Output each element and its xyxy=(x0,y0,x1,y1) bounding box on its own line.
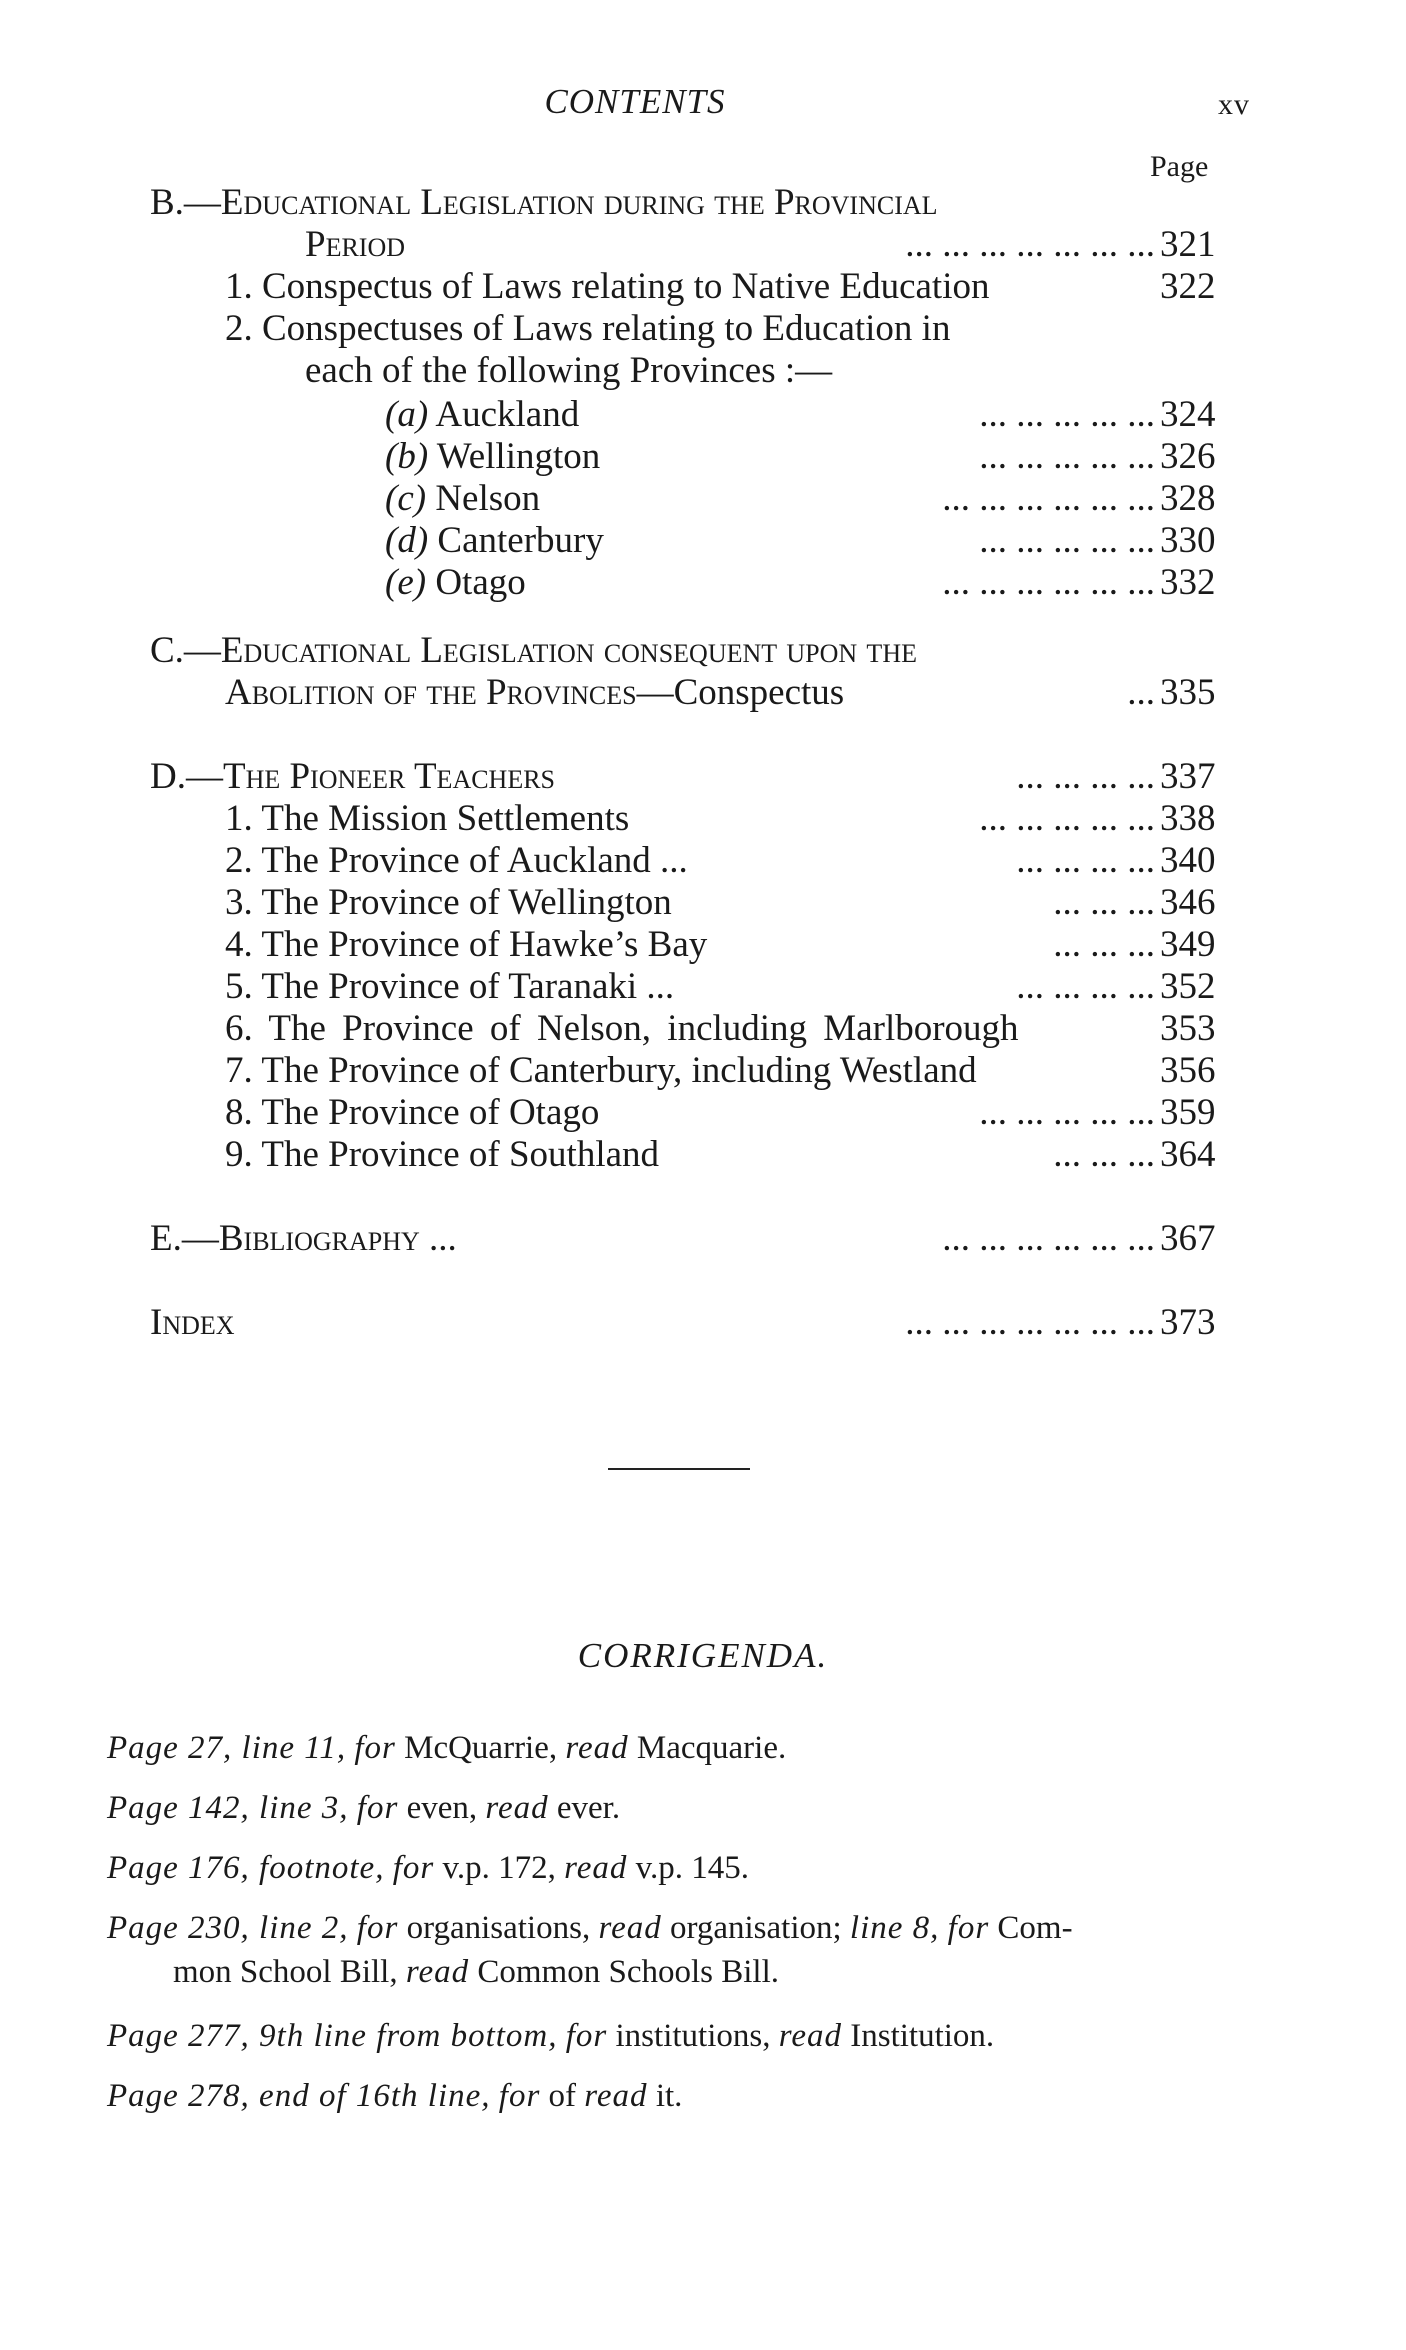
province-c: (c) Nelson ... ... ... ... ... ... xyxy=(385,478,1155,519)
dot-leader: ... ... ... ... ... xyxy=(979,436,1155,477)
page-ref: 349 xyxy=(1160,924,1216,965)
section-d-item-6: 6. The Province of Nelson, including Marlborough xyxy=(225,1008,1019,1049)
page-ref: 364 xyxy=(1160,1134,1216,1175)
dot-leader: ... ... ... xyxy=(1053,1134,1155,1175)
province-e: (e) Otago ... ... ... ... ... ... xyxy=(385,562,1155,603)
item-text: Conspectus of Laws relating to Native Education xyxy=(262,266,990,307)
page-ref: 353 xyxy=(1160,1008,1216,1049)
dot-leader: ... xyxy=(1127,672,1155,713)
page-title: CONTENTS xyxy=(544,82,726,121)
corrigenda-entry: Page 277, 9th line from bottom, for institutions, read Institution. xyxy=(107,2018,995,2054)
dot-leader: ... ... ... ... ... xyxy=(979,520,1155,561)
page-ref: 321 xyxy=(1160,224,1216,265)
corrigenda-entry: Page 230, line 2, for organisations, read organisation; line 8, for Com- mon School Bill, read Common Schools Bill. xyxy=(107,1910,1073,1990)
page-ref: 340 xyxy=(1160,840,1216,881)
province-b: (b) Wellington ... ... ... ... ... xyxy=(385,436,1155,477)
section-d-item-7: 7. The Province of Canterbury, including Westland xyxy=(225,1050,977,1091)
dot-leader: ... ... ... ... xyxy=(1016,756,1155,797)
dot-leader: ... ... ... ... ... xyxy=(979,798,1155,839)
section-b-heading-line2: Period ... ... ... ... ... ... ... xyxy=(305,224,1155,265)
dot-leader: ... ... ... xyxy=(1053,882,1155,923)
province-d: (d) Canterbury ... ... ... ... ... xyxy=(385,520,1155,561)
page-ref: 337 xyxy=(1160,756,1216,797)
page-ref: 367 xyxy=(1160,1218,1216,1259)
dot-leader: ... ... ... ... ... ... xyxy=(942,478,1155,519)
page-column-label: Page xyxy=(1150,150,1209,183)
section-d-item-8: 8. The Province of Otago ... ... ... ... ... xyxy=(225,1092,1155,1133)
page-ref: 359 xyxy=(1160,1092,1216,1133)
section-d-item-9: 9. The Province of Southland ... ... ... xyxy=(225,1134,1155,1175)
dot-leader: ... ... ... ... ... ... ... xyxy=(905,1302,1155,1343)
index-heading: Index ... ... ... ... ... ... ... xyxy=(150,1302,1155,1343)
corrigenda-entry: Page 142, line 3, for even, read ever. xyxy=(107,1790,621,1826)
section-b-heading-line1: B.—Educational Legislation during the Provincial xyxy=(150,182,938,223)
province-a: (a) Auckland ... ... ... ... ... xyxy=(385,394,1155,435)
page-ref: 335 xyxy=(1160,672,1216,713)
item-number: 2. xyxy=(225,308,253,349)
page-ref: 326 xyxy=(1160,436,1216,477)
dot-leader: ... ... ... xyxy=(1053,924,1155,965)
page-ref: 324 xyxy=(1160,394,1216,435)
page-ref: 330 xyxy=(1160,520,1216,561)
corrigenda-entry: Page 27, line 11, for McQuarrie, read Macquarie. xyxy=(107,1730,787,1766)
dot-leader: ... ... ... ... ... xyxy=(979,394,1155,435)
dot-leader: ... ... ... ... xyxy=(1016,966,1155,1007)
page-ref: 373 xyxy=(1160,1302,1216,1343)
dot-leader: ... ... ... ... ... ... xyxy=(942,562,1155,603)
item-number: 1. xyxy=(225,266,253,307)
running-head xyxy=(150,82,1250,132)
page-ref: 332 xyxy=(1160,562,1216,603)
page-ref: 338 xyxy=(1160,798,1216,839)
section-b-item-1 xyxy=(225,266,989,308)
dot-leader: ... ... ... ... ... xyxy=(979,1092,1155,1133)
item-text: Conspectuses of Laws relating to Education in xyxy=(262,308,951,349)
section-d-item-5: 5. The Province of Taranaki ... ... ... ... ... xyxy=(225,966,1155,1007)
section-divider xyxy=(608,1468,750,1470)
page-ref: 322 xyxy=(1160,266,1216,307)
section-b-item-2 xyxy=(225,308,950,350)
section-d-item-3: 3. The Province of Wellington ... ... ... xyxy=(225,882,1155,923)
section-d-heading: D.—The Pioneer Teachers ... ... ... ... xyxy=(150,756,1155,797)
section-d-item-1: 1. The Mission Settlements ... ... ... ... ... xyxy=(225,798,1155,839)
corrigenda-entry: Page 278, end of 16th line, for of read it. xyxy=(107,2078,683,2114)
page-ref: 328 xyxy=(1160,478,1216,519)
section-d-item-4: 4. The Province of Hawke’s Bay ... ... ... xyxy=(225,924,1155,965)
dot-leader: ... ... ... ... ... ... ... xyxy=(905,224,1155,265)
section-b-item-2-cont: each of the following Provinces :— xyxy=(305,350,833,391)
dot-leader: ... ... ... ... xyxy=(1016,840,1155,881)
section-d-item-2: 2. The Province of Auckland ... ... ... ... ... xyxy=(225,840,1155,881)
section-c-heading-line1: C.—Educational Legislation consequent upon the xyxy=(150,630,917,671)
page-number: xv xyxy=(1218,88,1250,121)
page-ref: 356 xyxy=(1160,1050,1216,1091)
section-c-heading-line2: Abolition of the Provinces—Conspectus ... xyxy=(225,672,1155,713)
dot-leader: ... ... ... ... ... ... xyxy=(942,1218,1155,1259)
corrigenda-title: CORRIGENDA. xyxy=(577,1636,829,1675)
section-e-heading: E.—Bibliography ... ... ... ... ... ... ... xyxy=(150,1218,1155,1259)
page-ref: 346 xyxy=(1160,882,1216,923)
page-ref: 352 xyxy=(1160,966,1216,1007)
corrigenda-entry: Page 176, footnote, for v.p. 172, read v.p. 145. xyxy=(107,1850,749,1886)
